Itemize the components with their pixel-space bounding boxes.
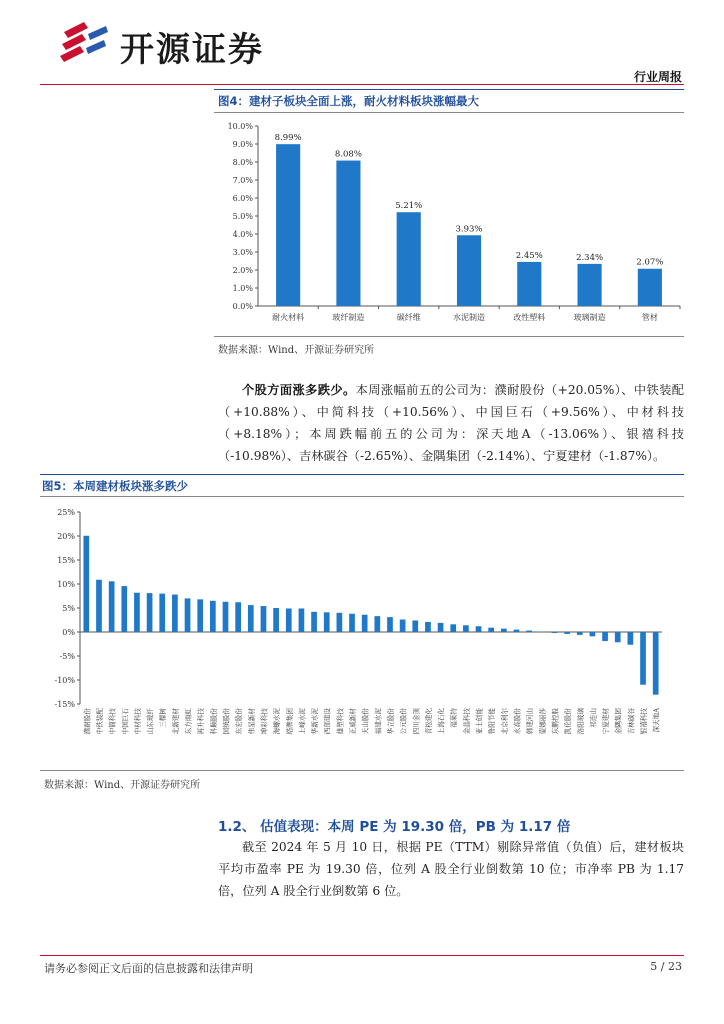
y-tick-label: 8.0% xyxy=(232,158,253,167)
y-tick-label: 25% xyxy=(57,508,75,517)
stock-bar-30 xyxy=(450,624,456,632)
stock-bar-38 xyxy=(552,632,558,633)
stock-bar-32 xyxy=(476,626,482,632)
y-tick-label: 0.0% xyxy=(232,302,253,311)
y-tick-label: 15% xyxy=(57,556,75,565)
fig5-top-rule xyxy=(40,474,684,475)
stock-bar-29 xyxy=(438,623,444,632)
y-tick-label: 4.0% xyxy=(232,230,253,239)
data-label: 2.45% xyxy=(515,250,543,261)
stock-bar-18 xyxy=(299,608,305,632)
stock-label: 金隅集团 xyxy=(614,708,623,735)
stock-bar-20 xyxy=(324,612,330,632)
stock-label: 鲁阳节能 xyxy=(488,708,497,735)
y-tick-label: 5% xyxy=(62,604,75,613)
y-tick-label: 6.0% xyxy=(232,194,253,203)
stock-label: 濮耐股份 xyxy=(83,708,92,735)
y-tick-label: 3.0% xyxy=(232,248,253,257)
stock-bar-27 xyxy=(412,620,418,632)
fig4-title: 图4：建材子板块全面上涨，耐火材料板块涨幅最大 xyxy=(218,94,479,108)
category-label: 管材 xyxy=(641,313,658,322)
stock-bar-14 xyxy=(248,605,254,632)
y-tick-label: 2.0% xyxy=(232,266,253,275)
stock-bar-4 xyxy=(121,586,127,632)
fig5-title-rule xyxy=(40,496,684,497)
data-label: 8.99% xyxy=(274,133,302,144)
page-number: 5 / 23 xyxy=(650,960,682,973)
stock-label: 福莱特 xyxy=(450,708,459,728)
brand-mark-icon xyxy=(58,18,114,66)
stock-label: 山东玻纤 xyxy=(146,708,155,735)
y-tick-label: -5% xyxy=(59,652,75,661)
stock-bar-17 xyxy=(286,608,292,632)
category-label: 碳纤维 xyxy=(396,313,421,322)
stock-bar-5 xyxy=(134,593,140,632)
stock-bar-42 xyxy=(602,632,608,641)
stock-label: 东宏股份 xyxy=(235,708,244,735)
section-title: 1.2、 估值表现：本周 PE 为 19.30 倍，PB 为 1.17 倍 xyxy=(218,819,571,835)
footer-rule xyxy=(40,955,684,956)
stock-bar-8 xyxy=(172,595,178,632)
stock-label: 国统股份 xyxy=(222,708,231,735)
stock-bar-25 xyxy=(387,617,393,632)
stock-label: 北新建材 xyxy=(171,708,180,735)
stock-label: 福建水泥 xyxy=(374,708,383,735)
stock-bar-12 xyxy=(223,602,229,632)
stock-label: 华立股份 xyxy=(386,708,395,735)
header-rule xyxy=(40,84,684,85)
stock-label: 中材科技 xyxy=(133,708,142,735)
stock-bar-37 xyxy=(539,632,545,633)
data-label: 5.21% xyxy=(395,201,423,212)
category-label: 改性塑料 xyxy=(513,313,546,322)
stock-bar-46 xyxy=(653,632,659,695)
stock-label: 天山股份 xyxy=(361,708,370,735)
stock-bar-15 xyxy=(261,606,267,632)
y-tick-label: 1.0% xyxy=(232,284,253,293)
footer-disclaimer: 请务必参阅正文后面的信息披露和法律声明 xyxy=(44,962,253,975)
stock-label: 华新水泥 xyxy=(311,708,320,735)
stock-bar-23 xyxy=(362,615,368,632)
stock-label: 坤彩科技 xyxy=(260,708,269,735)
bar-3 xyxy=(397,212,421,306)
fig4-bottom-rule xyxy=(214,336,684,337)
stock-label: 上峰水泥 xyxy=(298,708,307,735)
stock-bar-24 xyxy=(374,616,380,632)
brand-name: 开源证券 xyxy=(120,30,264,70)
category-label: 玻纤制造 xyxy=(332,313,365,322)
stock-label: 韩建河山 xyxy=(526,708,535,735)
stock-bar-26 xyxy=(400,620,406,632)
stock-bar-7 xyxy=(159,594,165,632)
stock-bar-6 xyxy=(147,593,153,632)
bar-4 xyxy=(457,235,481,306)
stock-bar-40 xyxy=(577,632,583,635)
y-tick-label: -10% xyxy=(54,676,75,685)
stock-label: 西部建设 xyxy=(323,708,332,735)
stock-bar-43 xyxy=(615,632,621,642)
stock-label: 蒙娜丽莎 xyxy=(538,708,547,735)
stock-bar-9 xyxy=(185,598,191,632)
stock-label: 银禧科技 xyxy=(640,708,649,735)
data-label: 3.93% xyxy=(455,224,483,235)
data-label: 2.07% xyxy=(636,257,664,268)
y-tick-label: 0% xyxy=(62,628,75,637)
stock-label: 中简科技 xyxy=(108,708,117,735)
stock-label: 亚士创能 xyxy=(475,708,484,735)
y-tick-label: 20% xyxy=(57,532,75,541)
y-tick-label: 10.0% xyxy=(227,122,253,131)
stock-label: 宁夏建材 xyxy=(602,708,611,735)
stock-bar-10 xyxy=(197,599,203,632)
stock-bar-33 xyxy=(488,628,494,632)
stock-label: 科顺股份 xyxy=(209,708,218,735)
bar-6 xyxy=(578,264,602,306)
stock-label: 洛阳玻璃 xyxy=(576,708,585,735)
paragraph-stocks xyxy=(218,379,684,467)
stock-label: 海螺水泥 xyxy=(273,708,282,735)
stock-bar-21 xyxy=(337,613,343,632)
stock-bar-2 xyxy=(96,580,102,632)
y-tick-label: -15% xyxy=(54,700,75,709)
category-label: 水泥制造 xyxy=(453,313,485,322)
stock-bar-22 xyxy=(349,614,355,632)
paragraph-lead: 个股方面涨多跌少。 xyxy=(242,383,356,397)
stock-bar-36 xyxy=(526,631,532,632)
fig5-bottom-rule xyxy=(40,770,684,771)
stock-label: 金晶科技 xyxy=(462,708,471,735)
stock-label: 永高股份 xyxy=(513,708,522,735)
stock-label: 公元股份 xyxy=(399,708,408,735)
y-tick-label: 10% xyxy=(57,580,75,589)
bar-2 xyxy=(336,161,360,306)
stock-label: 正威新材 xyxy=(349,708,358,735)
fig4-top-rule xyxy=(214,89,684,90)
stock-label: 四川金顶 xyxy=(412,708,421,735)
bar-5 xyxy=(517,262,541,306)
stock-bar-41 xyxy=(590,632,596,636)
fig5-title: 图5：本周建材板块涨多跌少 xyxy=(42,479,189,493)
stock-label: 再升科技 xyxy=(197,708,206,735)
fig5-chart xyxy=(40,500,684,768)
stock-label: 伟星新材 xyxy=(247,708,256,735)
stock-label: 塔牌集团 xyxy=(285,708,294,735)
stock-label: 中国巨石 xyxy=(121,708,130,735)
stock-bar-31 xyxy=(463,625,469,632)
stock-bar-39 xyxy=(564,632,570,634)
stock-label: 中铁装配 xyxy=(95,708,104,735)
stock-bar-35 xyxy=(514,630,520,632)
category-label: 玻璃制造 xyxy=(573,313,606,322)
stock-label: 雄塑科技 xyxy=(336,708,345,735)
y-tick-label: 7.0% xyxy=(232,176,253,185)
section-body: 截至 2024 年 5 月 10 日，根据 PE（TTM）剔除异常值（负值）后，建材板块平均市盈率 PE 为 19.30 倍，位列 A 股全行业倒数第 10 位；市净率 PB 为 1.17 倍，位列 A 股全行业倒数第 6 位。 xyxy=(218,840,684,898)
stock-bar-3 xyxy=(109,581,115,632)
data-label: 8.08% xyxy=(334,149,362,160)
stock-bar-13 xyxy=(235,602,241,632)
stock-label: 吉林碳谷 xyxy=(627,708,636,735)
stock-bar-44 xyxy=(628,632,634,645)
fig4-title-rule xyxy=(214,112,684,113)
data-label: 2.34% xyxy=(576,252,604,263)
category-label: 耐火材料 xyxy=(272,313,305,322)
stock-label: 上海石化 xyxy=(437,708,446,735)
stock-bar-11 xyxy=(210,601,216,632)
stock-bar-28 xyxy=(425,622,431,632)
fig5-source: 数据来源：Wind、开源证券研究所 xyxy=(44,780,201,791)
y-tick-label: 9.0% xyxy=(232,140,253,149)
stock-label: 东方雨虹 xyxy=(184,708,193,735)
fig4-chart xyxy=(214,116,684,336)
fig4-source: 数据来源：Wind、开源证券研究所 xyxy=(218,345,375,356)
stock-label: 东鹏控股 xyxy=(551,708,560,735)
bar-7 xyxy=(638,269,662,306)
stock-label: 凯伦股份 xyxy=(564,708,573,735)
stock-label: 祁连山 xyxy=(589,708,598,728)
stock-bar-1 xyxy=(83,536,89,632)
doc-type: 行业周报 xyxy=(633,70,682,84)
stock-label: 深天地A xyxy=(652,708,661,733)
bar-1 xyxy=(276,144,300,306)
stock-bar-19 xyxy=(311,612,317,632)
stock-label: 三棵树 xyxy=(159,708,168,728)
stock-bar-34 xyxy=(501,629,507,632)
y-tick-label: 5.0% xyxy=(232,212,253,221)
stock-bar-45 xyxy=(640,632,646,685)
stock-label: 青松建化 xyxy=(424,708,433,735)
paragraph-body: 本周涨幅前五的公司为：濮耐股份（+20.05%）、中铁装配（+10.88%）、中简科技（+10.56%）、中国巨石（+9.56%）、中材科技（+8.18%）；本周跌幅前五的公司为：深天地A（-13.06%）、银禧科技（-10.98%）、吉林碳谷（-2.65%）、金隅集团（-2.14%）、宁夏建材（-1.87%）。 xyxy=(218,383,684,463)
stock-bar-16 xyxy=(273,608,279,632)
stock-label: 北京利尔 xyxy=(500,708,509,735)
